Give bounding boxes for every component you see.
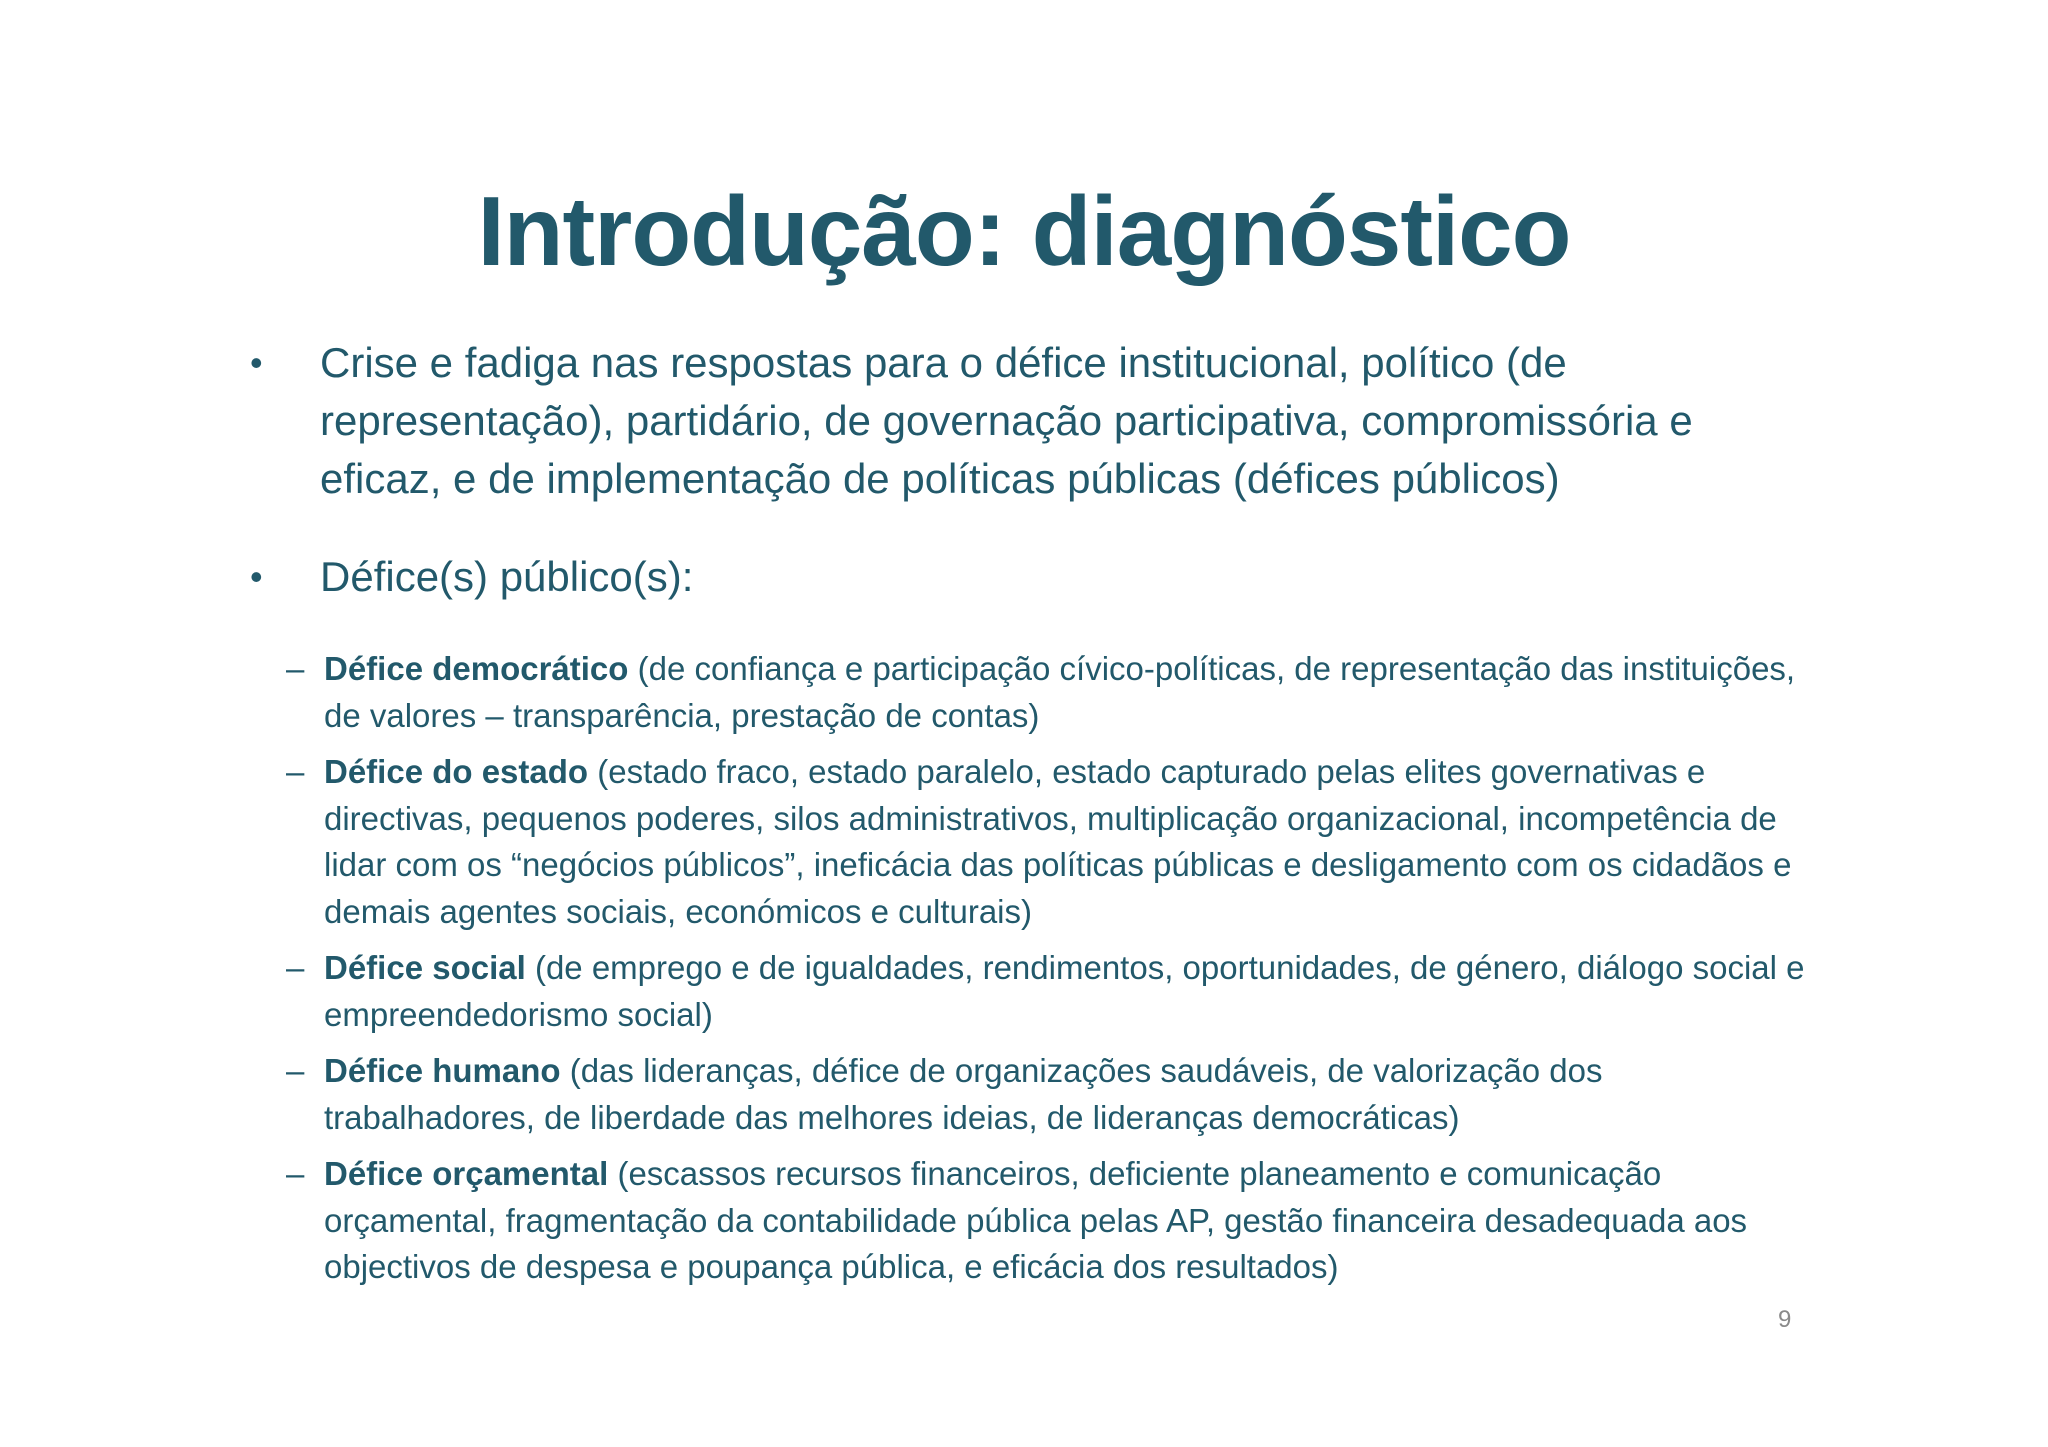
sub-item-heading: Défice democrático [324, 650, 629, 687]
sub-item [286, 945, 1816, 1038]
bullet-marker: • [250, 556, 263, 597]
page-number: 9 [1778, 1306, 1792, 1333]
sub-item-heading: Défice do estado [324, 753, 589, 790]
sub-item [286, 1048, 1816, 1141]
bullet-item [250, 334, 1810, 508]
sub-item-heading: Défice humano [324, 1052, 561, 1089]
sub-item-text: (de confiança e participação cívico-políticas, de representação das instituições, de valores – transparência, prestação de contas) [324, 650, 1796, 734]
sub-item-text: (estado fraco, estado paralelo, estado capturado pelas elites governativas e directivas, pequenos poderes, silos administrativos, multiplicação organizacional, incompetência de lidar com os “negócios públicos”, ineficácia das políticas públicas e desligamento com os cidadãos e demais agentes sociais, económicos e culturais) [324, 753, 1792, 930]
bullet-marker: • [250, 342, 263, 383]
bullet-item [250, 548, 1810, 606]
sub-item [286, 646, 1816, 739]
sub-item [286, 749, 1816, 935]
bullet-list [250, 334, 1810, 606]
sub-marker: – [286, 949, 305, 986]
sub-marker: – [286, 650, 305, 687]
sub-marker: – [286, 1155, 305, 1192]
bullet-text: Défice(s) público(s): [320, 553, 694, 600]
sub-marker: – [286, 753, 305, 790]
bullet-text: Crise e fadiga nas respostas para o défice institucional, político (de representação), partidário, de governação participativa, compromissória e eficaz, e de implementação de políticas públicas (défices públicos) [320, 339, 1693, 502]
sub-item-text: (de emprego e de igualdades, rendimentos, oportunidades, de género, diálogo social e empreendedorismo social) [324, 949, 1805, 1033]
sub-item-text: (escassos recursos financeiros, deficiente planeamento e comunicação orçamental, fragmentação da contabilidade pública pelas AP, gestão financeira desadequada aos objectivos de despesa e poupança pública, e eficácia dos resultados) [324, 1155, 1748, 1285]
slide-title: Introdução: diagnóstico [477, 176, 1571, 286]
sub-marker: – [286, 1052, 305, 1089]
sub-item-heading: Défice orçamental [324, 1155, 609, 1192]
sub-item [286, 1151, 1816, 1291]
sub-item-text: (das lideranças, défice de organizações saudáveis, de valorização dos trabalhadores, de liberdade das melhores ideias, de lideranças democráticas) [324, 1052, 1603, 1136]
sub-list [286, 646, 1816, 1301]
sub-item-heading: Défice social [324, 949, 526, 986]
